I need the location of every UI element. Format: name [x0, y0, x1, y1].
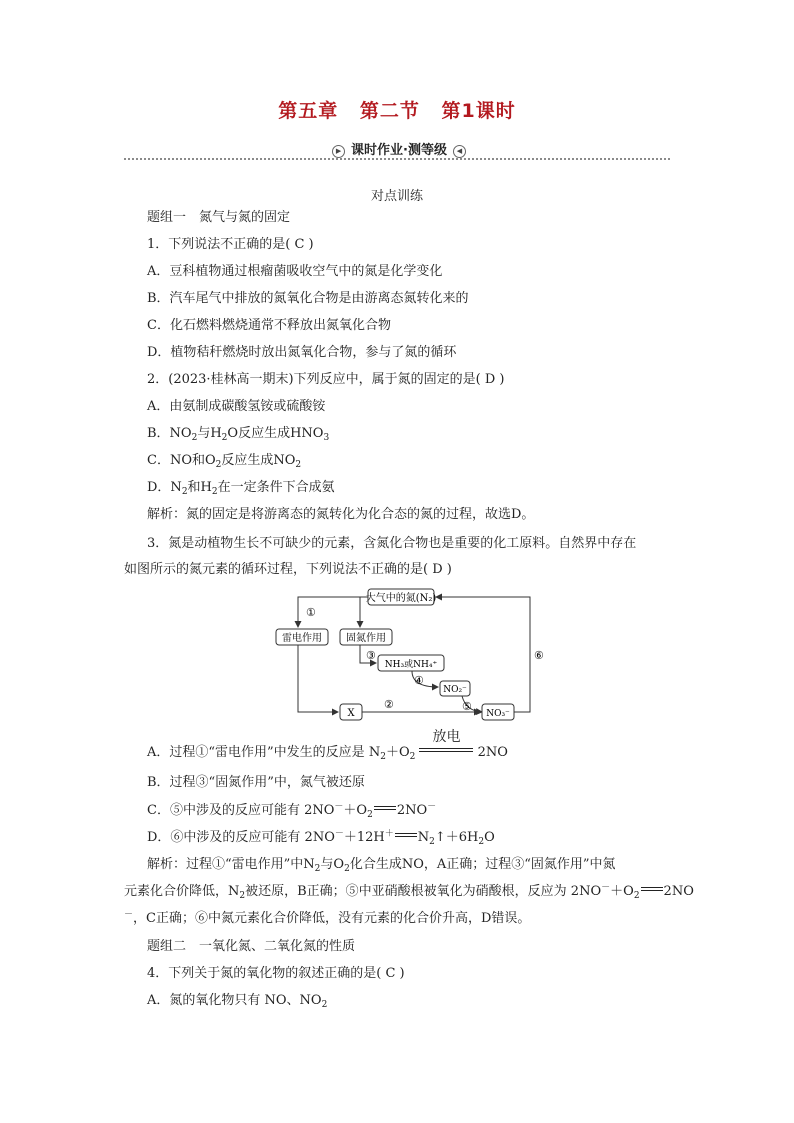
group-title: 题组一 氮气与氮的固定: [147, 210, 291, 225]
option-a: A．由氨制成碳酸氢铵或硫酸铵: [147, 399, 326, 414]
option-b: B．$NO_2$与$H_2O$反应生成$HNO_3$: [147, 426, 330, 443]
analysis-text: 解析：过程①“雷电作用”中$N_2$与$O_2$化合生成NO，A正确；过程③“固氮作用”中氮: [147, 857, 616, 874]
option-c: C．化石燃料燃烧通常不释放出氮氧化合物: [147, 318, 391, 333]
reaction-condition: 放电: [419, 742, 473, 756]
analysis-text: 解析：氮的固定是将游离态的氮转化为化合态的氮的过程，故选D。: [147, 507, 535, 522]
analysis-text-cont: －，C正确；⑥中氮元素化合价降低，没有元素的化合价升高，D错误。: [124, 910, 531, 926]
ammonia-label: NH₃或NH₄⁺: [384, 660, 438, 670]
analysis-text-cont: 元素化合价降低，$N_2$被还原，B正确；⑤中亚硝酸根被氧化为硝酸根，反应为 $2NO^-+O_2$ 2NO: [124, 883, 694, 901]
question-stem: 3．氮是动植物生长不可缺少的元素，含氮化合物也是重要的化工原料。自然界中存在: [147, 536, 637, 551]
question-stem: 2．(2023·桂林高一期末)下列反应中，属于氮的固定的是( D ): [147, 372, 505, 387]
lightning-label: 雷电作用: [282, 633, 322, 644]
option-d: D．$N_2$和$H_2$在一定条件下合成氨: [147, 480, 335, 497]
fixation-label: 固氮作用: [346, 633, 386, 644]
lesson-label: 第1课时: [441, 100, 516, 122]
option-a: A．豆科植物通过根瘤菌吸收空气中的氮是化学变化: [147, 264, 443, 279]
chapter-label: 第五章: [278, 100, 339, 122]
question-stem: 4．下列关于氮的氧化物的叙述正确的是( C ): [147, 966, 405, 981]
svg-text:④: ④: [414, 674, 424, 687]
option-d: D．植物秸秆燃烧时放出氮氧化合物，参与了氮的循环: [147, 345, 457, 360]
option-c: C．⑤中涉及的反应可能有 $2NO^-+O_2$ 2NO－: [147, 802, 437, 820]
option-b: B．过程③“固氮作用”中，氮气被还原: [147, 775, 365, 790]
option-b: B．汽车尾气中排放的氮氧化合物是由游离态氮转化来的: [147, 291, 469, 306]
section-heading: 对点训练: [370, 189, 423, 204]
svg-text:⑥: ⑥: [534, 649, 544, 662]
header-divider: [124, 158, 670, 160]
svg-text:⑤: ⑤: [462, 700, 472, 713]
group-title: 题组二 一氧化氮、二氧化氮的性质: [147, 939, 356, 954]
right-arrow-icon: ▶: [332, 145, 345, 158]
subtitle-text: 课时作业·测等级: [351, 143, 447, 158]
subtitle-banner: [305, 139, 493, 157]
nitrite-label: NO₂⁻: [443, 685, 467, 695]
atmosphere-label: 大气中的氮(N₂): [365, 593, 437, 604]
option-d: D．⑥中涉及的反应可能有 2NO－＋12H＋ $N_2↑+6H_2O$: [147, 829, 495, 847]
section-label: 第二节: [359, 100, 420, 122]
question-stem: 1．下列说法不正确的是( C ): [147, 237, 314, 252]
option-a: A．氮的氧化物只有 NO、$NO_2$: [147, 993, 328, 1010]
nitrogen-cycle-diagram: [262, 583, 548, 725]
svg-text:①: ①: [306, 606, 316, 619]
x-label: X: [347, 708, 355, 719]
page-title: [0, 96, 794, 123]
svg-text:③: ③: [366, 649, 376, 662]
left-arrow-icon: ◀: [453, 145, 466, 158]
option-c: C．NO和$O_2$反应生成$NO_2$: [147, 453, 302, 470]
option-a: A．过程①“雷电作用”中发生的反应是 $N_2+O_2$ 放电 2NO: [147, 729, 508, 762]
question-stem-cont: 如图所示的氮元素的循环过程，下列说法不正确的是( D ): [124, 562, 452, 577]
nitrate-label: NO₃⁻: [486, 709, 510, 719]
svg-text:②: ②: [384, 698, 394, 711]
